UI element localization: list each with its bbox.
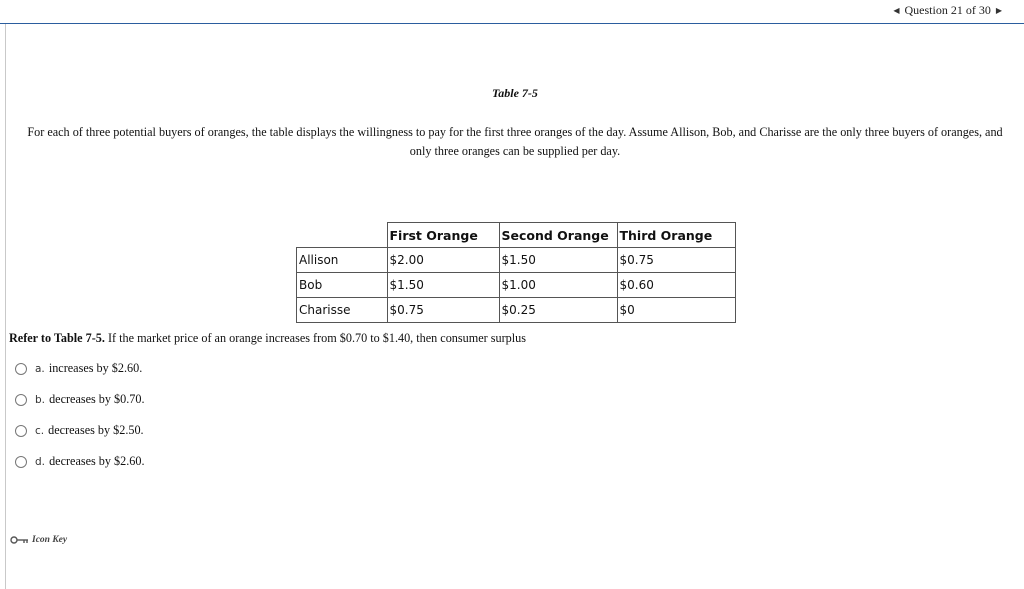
option-letter: b. [35,394,46,406]
answer-option-b[interactable] [15,392,145,407]
table-cell: $0.60 [617,273,735,298]
table-header-cell: Second Orange [499,223,617,248]
option-text: decreases by $2.50. [48,423,144,437]
icon-key-link[interactable] [10,535,67,545]
option-letter: d. [35,456,46,468]
table-cell: $0.25 [499,298,617,323]
key-icon [10,535,29,545]
willingness-to-pay-table [296,222,736,323]
table-cell: $0.75 [617,248,735,273]
table-cell: $1.50 [387,273,499,298]
icon-key-label: Icon Key [32,535,68,545]
next-question-icon[interactable]: ▶ [995,6,1002,15]
option-letter: a. [35,363,45,375]
table-row [297,298,736,323]
table-header-cell [297,223,388,248]
option-text: decreases by $2.60. [49,454,145,468]
radio-button[interactable] [15,456,27,468]
answer-option-c[interactable] [15,423,144,438]
question-text: If the market price of an orange increases from $0.70 to $1.40, then consumer surplus [104,331,526,345]
table-cell: $1.50 [499,248,617,273]
previous-question-icon[interactable]: ◀ [893,6,900,15]
table-description: For each of three potential buyers of oranges, the table displays the willingness to pay for the first three oranges of the day. Assume Allison, Bob, and Charisse are the only three buyers of oranges, and only three oranges can be supplied per day. [27,125,1003,158]
radio-button[interactable] [15,363,27,375]
table-cell: Charisse [297,298,388,323]
table-header-row [297,223,736,248]
table-cell: $1.00 [499,273,617,298]
option-text: increases by $2.60. [48,361,143,375]
question-reference: Refer to Table 7-5. [9,331,105,345]
answer-option-a[interactable] [15,361,142,376]
option-letter: c. [35,425,45,437]
table-row [297,248,736,273]
table-header-cell: Third Orange [617,223,735,248]
question-counter: Question 21 of 30 [904,3,991,17]
option-text: decreases by $0.70. [49,392,145,406]
header-divider [0,23,1024,24]
table-cell: $0 [617,298,735,323]
table-row [297,273,736,298]
table-cell: Allison [297,248,388,273]
left-divider [5,24,6,589]
table-cell: $0.75 [387,298,499,323]
table-cell: Bob [297,273,388,298]
question-navigation [893,3,1002,18]
answer-option-d[interactable] [15,454,145,469]
table-cell: $2.00 [387,248,499,273]
table-header-cell: First Orange [387,223,499,248]
table-title: Table 7-5 [492,86,538,100]
radio-button[interactable] [15,394,27,406]
radio-button[interactable] [15,425,27,437]
question-stem [9,331,526,346]
